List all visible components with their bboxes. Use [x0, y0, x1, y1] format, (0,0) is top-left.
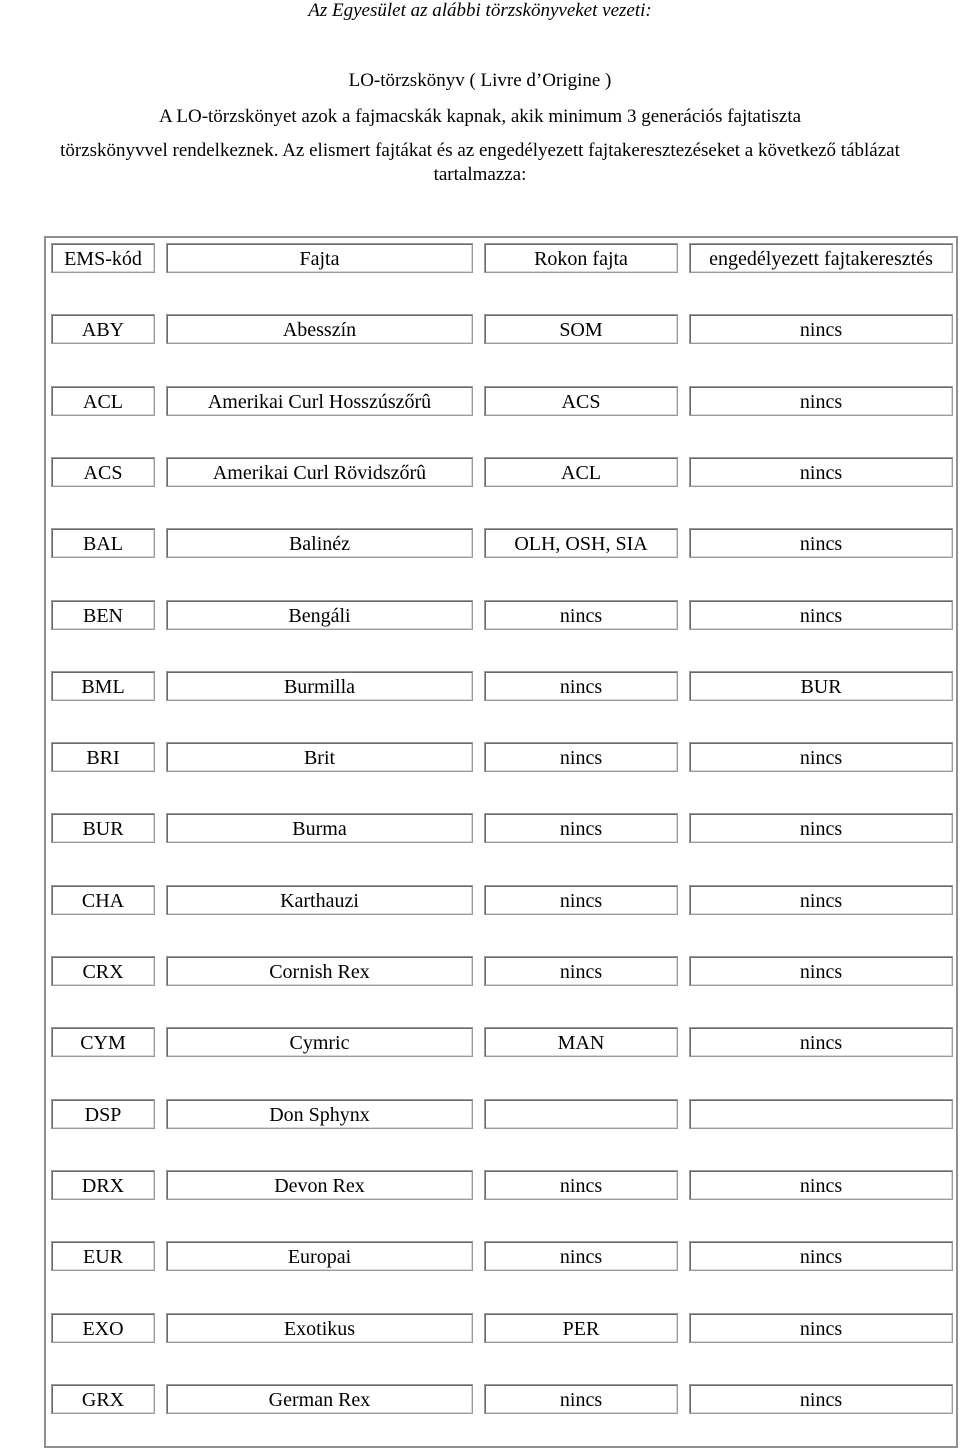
cell-ems-code: BEN: [51, 600, 155, 630]
table-row: [46, 595, 956, 666]
header-ems-code: EMS-kód: [51, 243, 155, 273]
cell-related-breed: nincs: [484, 1241, 678, 1271]
cell-allowed-crossbreed: [689, 1099, 953, 1129]
cell-ems-code: ABY: [51, 314, 155, 344]
cell-allowed-crossbreed: nincs: [689, 742, 953, 772]
cell-ems-code: GRX: [51, 1384, 155, 1414]
cell-related-breed: [484, 1099, 678, 1129]
cell-ems-code: ACL: [51, 386, 155, 416]
table-row: [46, 1165, 956, 1236]
table-row: [46, 381, 956, 452]
cell-breed: Amerikai Curl Rövidszőrû: [166, 457, 473, 487]
cell-allowed-crossbreed: nincs: [689, 600, 953, 630]
table-row: [46, 1022, 956, 1093]
intro-line-3: tartalmazza:: [433, 164, 527, 185]
cell-breed: Karthauzi: [166, 885, 473, 915]
cell-ems-code: BAL: [51, 528, 155, 558]
cell-allowed-crossbreed: nincs: [689, 1170, 953, 1200]
cell-breed: Balinéz: [166, 528, 473, 558]
cell-related-breed: OLH, OSH, SIA: [484, 528, 678, 558]
intro-heading: Az Egyesület az alábbi törzskönyveket vezeti:: [308, 0, 652, 21]
cell-breed: Cornish Rex: [166, 956, 473, 986]
cell-related-breed: PER: [484, 1313, 678, 1343]
cell-breed: Cymric: [166, 1027, 473, 1057]
cell-breed: Abesszín: [166, 314, 473, 344]
cell-allowed-crossbreed: nincs: [689, 813, 953, 843]
cell-breed: German Rex: [166, 1384, 473, 1414]
cell-breed: Burmilla: [166, 671, 473, 701]
cell-allowed-crossbreed: nincs: [689, 1027, 953, 1057]
table-row: [46, 1379, 956, 1450]
table-header-row: [46, 238, 956, 309]
cell-ems-code: EUR: [51, 1241, 155, 1271]
cell-allowed-crossbreed: nincs: [689, 1241, 953, 1271]
intro-line-2: törzskönyvvel rendelkeznek. Az elismert fajtákat és az engedélyezett fajtakeresztezéseket a következő táblázat: [60, 140, 900, 161]
table-row: [46, 1308, 956, 1379]
table-row: [46, 880, 956, 951]
table-row: [46, 737, 956, 808]
cell-allowed-crossbreed: nincs: [689, 956, 953, 986]
cell-breed: Devon Rex: [166, 1170, 473, 1200]
cell-allowed-crossbreed: nincs: [689, 885, 953, 915]
cell-allowed-crossbreed: nincs: [689, 1384, 953, 1414]
cell-breed: Amerikai Curl Hosszúszőrû: [166, 386, 473, 416]
cell-allowed-crossbreed: BUR: [689, 671, 953, 701]
cell-related-breed: nincs: [484, 956, 678, 986]
cell-ems-code: CHA: [51, 885, 155, 915]
intro-text: [0, 70, 960, 186]
table-row: [46, 452, 956, 523]
cell-allowed-crossbreed: nincs: [689, 1313, 953, 1343]
table-row: [46, 309, 956, 380]
cell-breed: Exotikus: [166, 1313, 473, 1343]
cell-related-breed: nincs: [484, 671, 678, 701]
cell-ems-code: BUR: [51, 813, 155, 843]
cell-ems-code: EXO: [51, 1313, 155, 1343]
cell-ems-code: BML: [51, 671, 155, 701]
cell-related-breed: SOM: [484, 314, 678, 344]
cell-related-breed: ACL: [484, 457, 678, 487]
cell-ems-code: CRX: [51, 956, 155, 986]
header-breed: Fajta: [166, 243, 473, 273]
cell-ems-code: ACS: [51, 457, 155, 487]
cell-related-breed: MAN: [484, 1027, 678, 1057]
cell-allowed-crossbreed: nincs: [689, 386, 953, 416]
intro-line-1: A LO-törzskönyet azok a fajmacskák kapnak, akik minimum 3 generációs fajtatiszta: [158, 106, 802, 127]
cell-breed: Burma: [166, 813, 473, 843]
cell-breed: Don Sphynx: [166, 1099, 473, 1129]
breeds-table: [44, 236, 958, 1448]
table-row: [46, 808, 956, 879]
cell-related-breed: ACS: [484, 386, 678, 416]
cell-related-breed: nincs: [484, 1384, 678, 1414]
cell-ems-code: BRI: [51, 742, 155, 772]
header-allowed-crossbreed: engedélyezett fajtakeresztés: [689, 243, 953, 273]
cell-ems-code: CYM: [51, 1027, 155, 1057]
table-row: [46, 1236, 956, 1307]
cell-allowed-crossbreed: nincs: [689, 457, 953, 487]
cell-breed: Brit: [166, 742, 473, 772]
cell-allowed-crossbreed: nincs: [689, 528, 953, 558]
cell-ems-code: DSP: [51, 1099, 155, 1129]
table-row: [46, 951, 956, 1022]
cell-breed: Europai: [166, 1241, 473, 1271]
cell-related-breed: nincs: [484, 742, 678, 772]
cell-ems-code: DRX: [51, 1170, 155, 1200]
cell-breed: Bengáli: [166, 600, 473, 630]
header-related-breed: Rokon fajta: [484, 243, 678, 273]
cell-related-breed: nincs: [484, 600, 678, 630]
table-row: [46, 666, 956, 737]
cell-related-breed: nincs: [484, 1170, 678, 1200]
register-title: LO-törzskönyv ( Livre d’Origine ): [348, 70, 612, 91]
table-row: [46, 523, 956, 594]
cell-allowed-crossbreed: nincs: [689, 314, 953, 344]
cell-related-breed: nincs: [484, 885, 678, 915]
table-row: [46, 1094, 956, 1165]
cell-related-breed: nincs: [484, 813, 678, 843]
